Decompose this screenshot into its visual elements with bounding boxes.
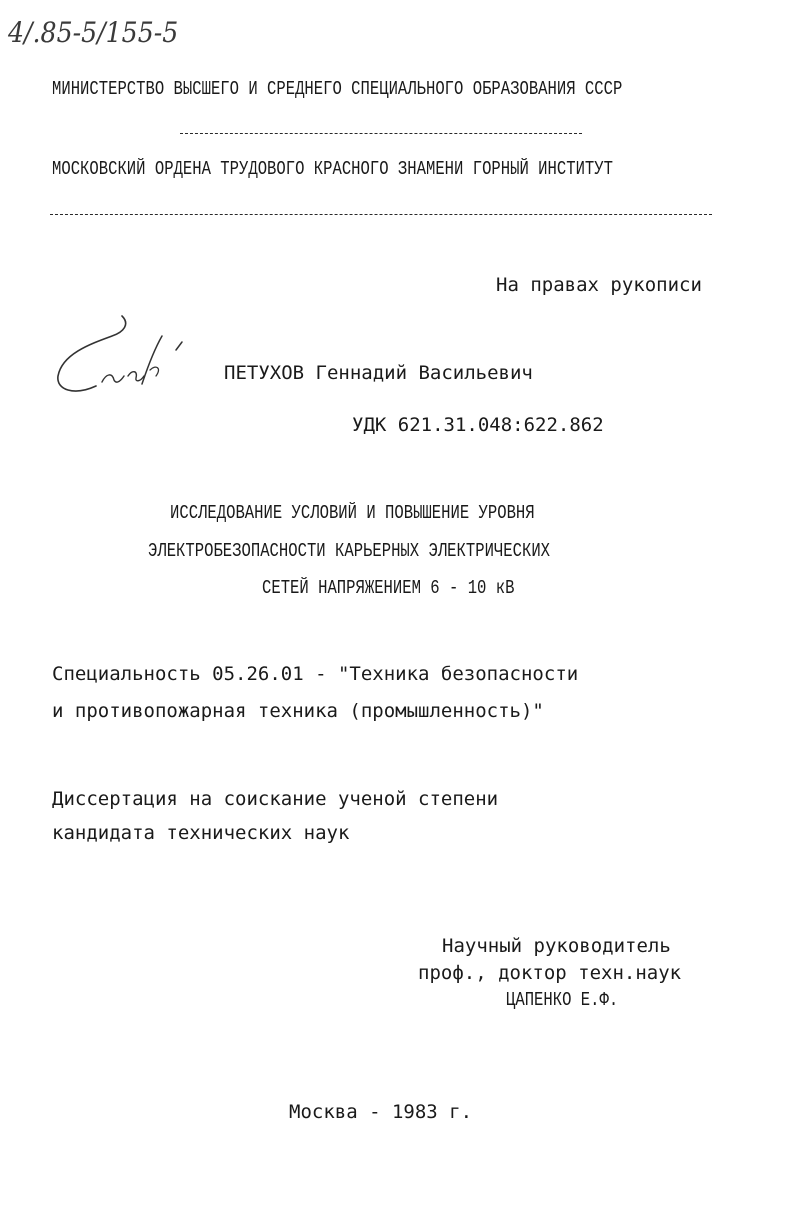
udk-code: УДК 621.31.048:622.862 xyxy=(352,414,604,436)
dissertation-title-line-1: ИССЛЕДОВАНИЕ УСЛОВИЙ И ПОВЫШЕНИЕ УРОВНЯ xyxy=(170,502,535,524)
dissertation-title-line-3: СЕТЕЙ НАПРЯЖЕНИЕМ 6 - 10 кВ xyxy=(262,577,515,599)
manuscript-rights-note: На правах рукописи xyxy=(496,274,702,296)
supervisor-name: ЦАПЕНКО Е.Ф. xyxy=(506,989,619,1011)
supervisor-role: Научный руководитель xyxy=(442,935,671,957)
institute-heading: МОСКОВСКИЙ ОРДЕНА ТРУДОВОГО КРАСНОГО ЗНАМЕНИ ГОРНЫЙ ИНСТИТУТ xyxy=(52,158,613,180)
specialty-line-1: Специальность 05.26.01 - "Техника безопасности xyxy=(52,663,579,685)
author-name: ПЕТУХОВ Геннадий Васильевич xyxy=(224,362,533,384)
specialty-line-2: и противопожарная техника (промышленность)" xyxy=(52,700,544,722)
divider-bottom xyxy=(50,214,712,215)
degree-line-2: кандидата технических наук xyxy=(52,822,350,844)
ministry-heading: МИНИСТЕРСТВО ВЫСШЕГО И СРЕДНЕГО СПЕЦИАЛЬНОГО ОБРАЗОВАНИЯ СССР xyxy=(52,78,623,100)
dissertation-title-line-2: ЭЛЕКТРОБЕЗОПАСНОСТИ КАРЬЕРНЫХ ЭЛЕКТРИЧЕСКИХ xyxy=(148,540,551,562)
handwritten-archive-note: 4/.85-5/155-5 xyxy=(8,16,179,49)
degree-line-1: Диссертация на соискание ученой степени xyxy=(52,788,499,810)
divider-top xyxy=(180,133,582,134)
place-and-year: Москва - 1983 г. xyxy=(289,1101,473,1123)
supervisor-degree: проф., доктор техн.наук xyxy=(418,962,682,984)
handwritten-signature xyxy=(50,310,190,402)
